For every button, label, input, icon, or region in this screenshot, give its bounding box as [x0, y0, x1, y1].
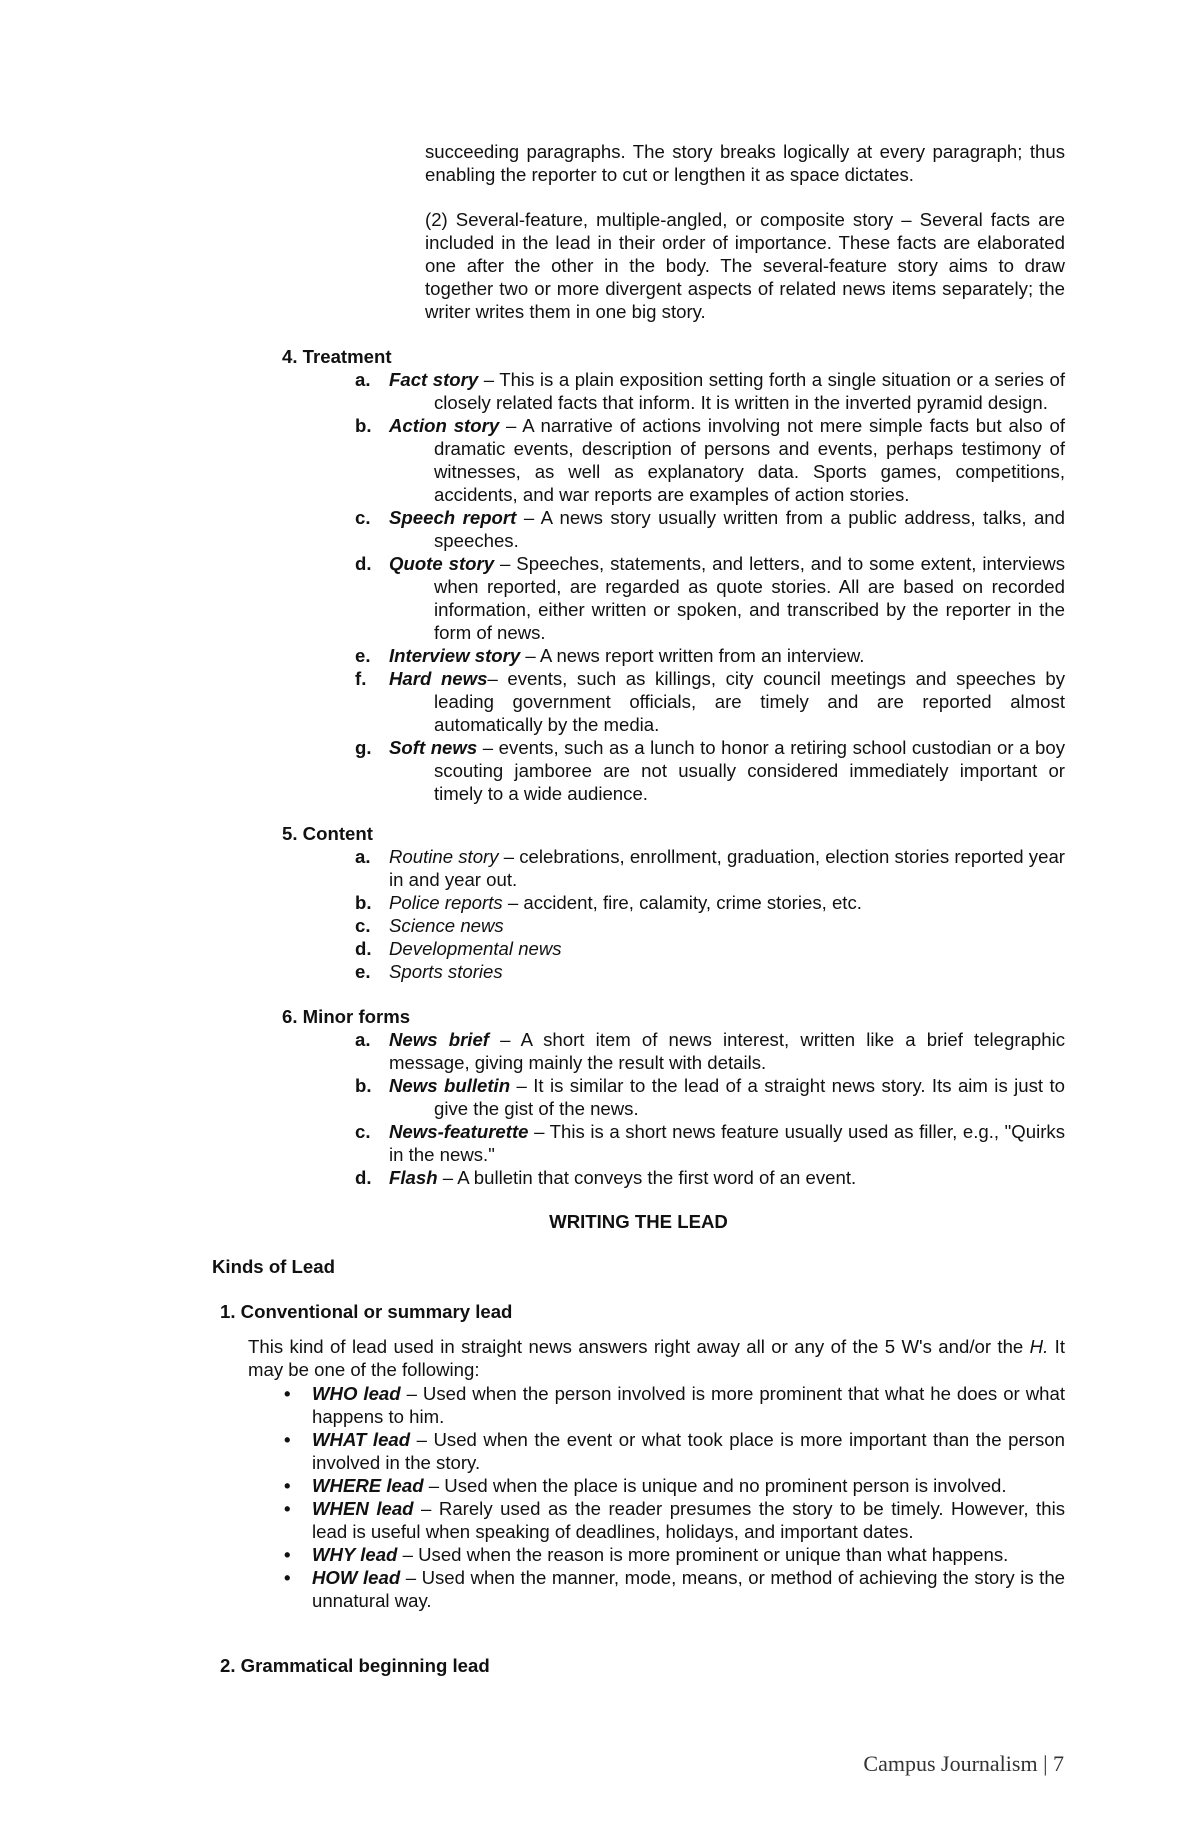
list-item — [355, 552, 1065, 644]
content-section — [282, 822, 1065, 983]
list-item — [355, 644, 1065, 667]
item-letter: e. — [355, 961, 371, 982]
list-item — [355, 1028, 1065, 1074]
item-letter: d. — [355, 1167, 372, 1188]
list-item — [355, 845, 1065, 891]
item-term: Sports stories — [389, 961, 503, 982]
item-text: – celebrations, enrollment, graduation, election stories reported year in and year out. — [389, 846, 1065, 890]
bullet-term: WHO lead — [312, 1383, 401, 1404]
minor-forms-list — [282, 1028, 1065, 1189]
bullet-icon: • — [284, 1544, 291, 1565]
bullet-term: WHY lead — [312, 1544, 398, 1565]
item-term: Developmental news — [389, 938, 562, 959]
item-text: – This is a short news feature usually used as filler, e.g., "Quirks in the news." — [389, 1121, 1065, 1165]
item-letter: b. — [355, 415, 372, 436]
bullet-icon: • — [284, 1475, 291, 1496]
item-term: News bulletin — [389, 1075, 511, 1096]
item-text: – events, such as killings, city council meetings and speeches by leading government officials, are timely and are reported almost automatically by the media. — [434, 668, 1066, 735]
item-letter: c. — [355, 915, 371, 936]
minor-forms-section — [282, 1005, 1065, 1189]
bullet-item — [272, 1566, 1065, 1612]
item-term: News brief — [389, 1029, 490, 1050]
treatment-section — [282, 345, 1065, 805]
conventional-heading: 1. Conventional or summary lead — [220, 1301, 513, 1322]
item-letter: g. — [355, 737, 372, 758]
list-item — [355, 667, 1065, 736]
bullet-text: – Used when the person involved is more prominent that what he does or what happens to him. — [312, 1383, 1065, 1427]
item-text: – accident, fire, calamity, crime stories, etc. — [502, 892, 862, 913]
bullet-text: – Used when the place is unique and no prominent person is involved. — [423, 1475, 1007, 1496]
item-text: – A news story usually written from a public address, talks, and speeches. — [434, 507, 1065, 551]
section-title: WRITING THE LEAD — [549, 1211, 728, 1232]
treatment-heading: 4. Treatment — [282, 346, 392, 367]
item-text: – events, such as a lunch to honor a retiring school custodian or a boy scouting jamboree are not usually considered immediately important or timely to a wide audience. — [434, 737, 1066, 804]
item-term: Hard news — [389, 668, 488, 689]
minor-forms-heading: 6. Minor forms — [282, 1006, 411, 1027]
bullet-text: – Used when the manner, mode, means, or method of achieving the story is the unnatural way. — [312, 1567, 1066, 1611]
list-item — [355, 736, 1065, 805]
item-term: Soft news — [389, 737, 478, 758]
grammatical-heading: 2. Grammatical beginning lead — [220, 1655, 490, 1676]
list-item — [355, 937, 1065, 960]
bullet-term: HOW lead — [312, 1567, 401, 1588]
bullet-term: WHAT lead — [312, 1429, 411, 1450]
item-term: Interview story — [389, 645, 521, 666]
item-letter: a. — [355, 369, 371, 390]
list-item — [355, 1074, 1065, 1120]
bullet-term: WHEN lead — [312, 1498, 414, 1519]
item-term: Science news — [389, 915, 504, 936]
content-list — [282, 845, 1065, 983]
item-text: – A news report written from an interview. — [520, 645, 865, 666]
bullet-icon: • — [284, 1498, 291, 1519]
item-term: Routine story — [389, 846, 499, 867]
item-text: – A narrative of actions involving not mere simple facts but also of dramatic events, description of persons and events, perhaps testimony of witnesses, as well as explanatory data. Sports games, competitions, accidents, and war reports are examples of action stories. — [434, 415, 1065, 505]
conventional-section — [220, 1300, 1065, 1612]
item-letter: e. — [355, 645, 371, 666]
item-term: Action story — [389, 415, 500, 436]
bullet-item — [272, 1382, 1065, 1428]
item-text: – It is similar to the lead of a straight news story. Its aim is just to give the gist of the news. — [434, 1075, 1065, 1119]
list-item — [355, 1166, 1065, 1189]
list-item — [355, 891, 1065, 914]
treatment-list — [282, 368, 1065, 805]
item-letter: b. — [355, 892, 372, 913]
list-item — [355, 1120, 1065, 1166]
item-letter: c. — [355, 1121, 371, 1142]
bullet-list — [220, 1382, 1065, 1612]
bullet-text: – Used when the event or what took place is more important than the person involved in the story. — [312, 1429, 1065, 1473]
intro-paragraph-1: succeeding paragraphs. The story breaks logically at every paragraph; thus enabling the reporter to cut or lengthen it as space dictates. — [425, 141, 1065, 185]
item-term: Fact story — [389, 369, 479, 390]
conventional-intro: This kind of lead used in straight news answers right away all or any of the 5 W's and/or the H. It may be one of the following: — [248, 1336, 1065, 1380]
kinds-heading: Kinds of Lead — [212, 1256, 335, 1277]
item-letter: d. — [355, 553, 372, 574]
bullet-icon: • — [284, 1429, 291, 1450]
bullet-term: WHERE lead — [312, 1475, 424, 1496]
item-term: Quote story — [389, 553, 495, 574]
item-text: – A short item of news interest, written like a brief telegraphic message, giving mainly the result with details. — [389, 1029, 1066, 1073]
bullet-text: – Rarely used as the reader presumes the story to be timely. However, this lead is useful when speaking of deadlines, holidays, and important dates. — [312, 1498, 1065, 1542]
list-item — [355, 960, 1065, 983]
bullet-item — [272, 1543, 1065, 1566]
item-text: – This is a plain exposition setting forth a single situation or a series of closely related facts that inform. It is written in the inverted pyramid design. — [434, 369, 1065, 413]
item-letter: c. — [355, 507, 371, 528]
item-letter: a. — [355, 1029, 371, 1050]
item-letter: a. — [355, 846, 371, 867]
bullet-item — [272, 1428, 1065, 1474]
list-item — [355, 414, 1065, 506]
item-text: – A bulletin that conveys the first word of an event. — [437, 1167, 857, 1188]
item-term: Police reports — [389, 892, 503, 913]
item-text: – Speeches, statements, and letters, and to some extent, interviews when reported, are regarded as quote stories. All are based on recorded information, either written or spoken, and transcribed by the reporter in the form of news. — [434, 553, 1065, 643]
item-letter: d. — [355, 938, 372, 959]
intro-paragraph-2: (2) Several-feature, multiple-angled, or composite story – Several facts are included in the lead in their order of importance. These facts are elaborated one after the other in the body. The several-feature story aims to draw together two or more divergent aspects of related news items separately; the writer writes them in one big story. — [425, 209, 1065, 322]
bullet-text: – Used when the reason is more prominent or unique than what happens. — [397, 1544, 1009, 1565]
bullet-icon: • — [284, 1383, 291, 1404]
list-item — [355, 368, 1065, 414]
item-letter: f. — [355, 668, 367, 689]
intro-section — [425, 140, 1065, 345]
item-term: Flash — [389, 1167, 438, 1188]
item-term: Speech report — [389, 507, 517, 528]
bullet-icon: • — [284, 1567, 291, 1588]
item-term: News-featurette — [389, 1121, 529, 1142]
item-letter: b. — [355, 1075, 372, 1096]
page-footer: Campus Journalism | 7 — [863, 1751, 1064, 1776]
list-item — [355, 914, 1065, 937]
bullet-item — [272, 1497, 1065, 1543]
content-heading: 5. Content — [282, 823, 373, 844]
list-item — [355, 506, 1065, 552]
bullet-item — [272, 1474, 1065, 1497]
